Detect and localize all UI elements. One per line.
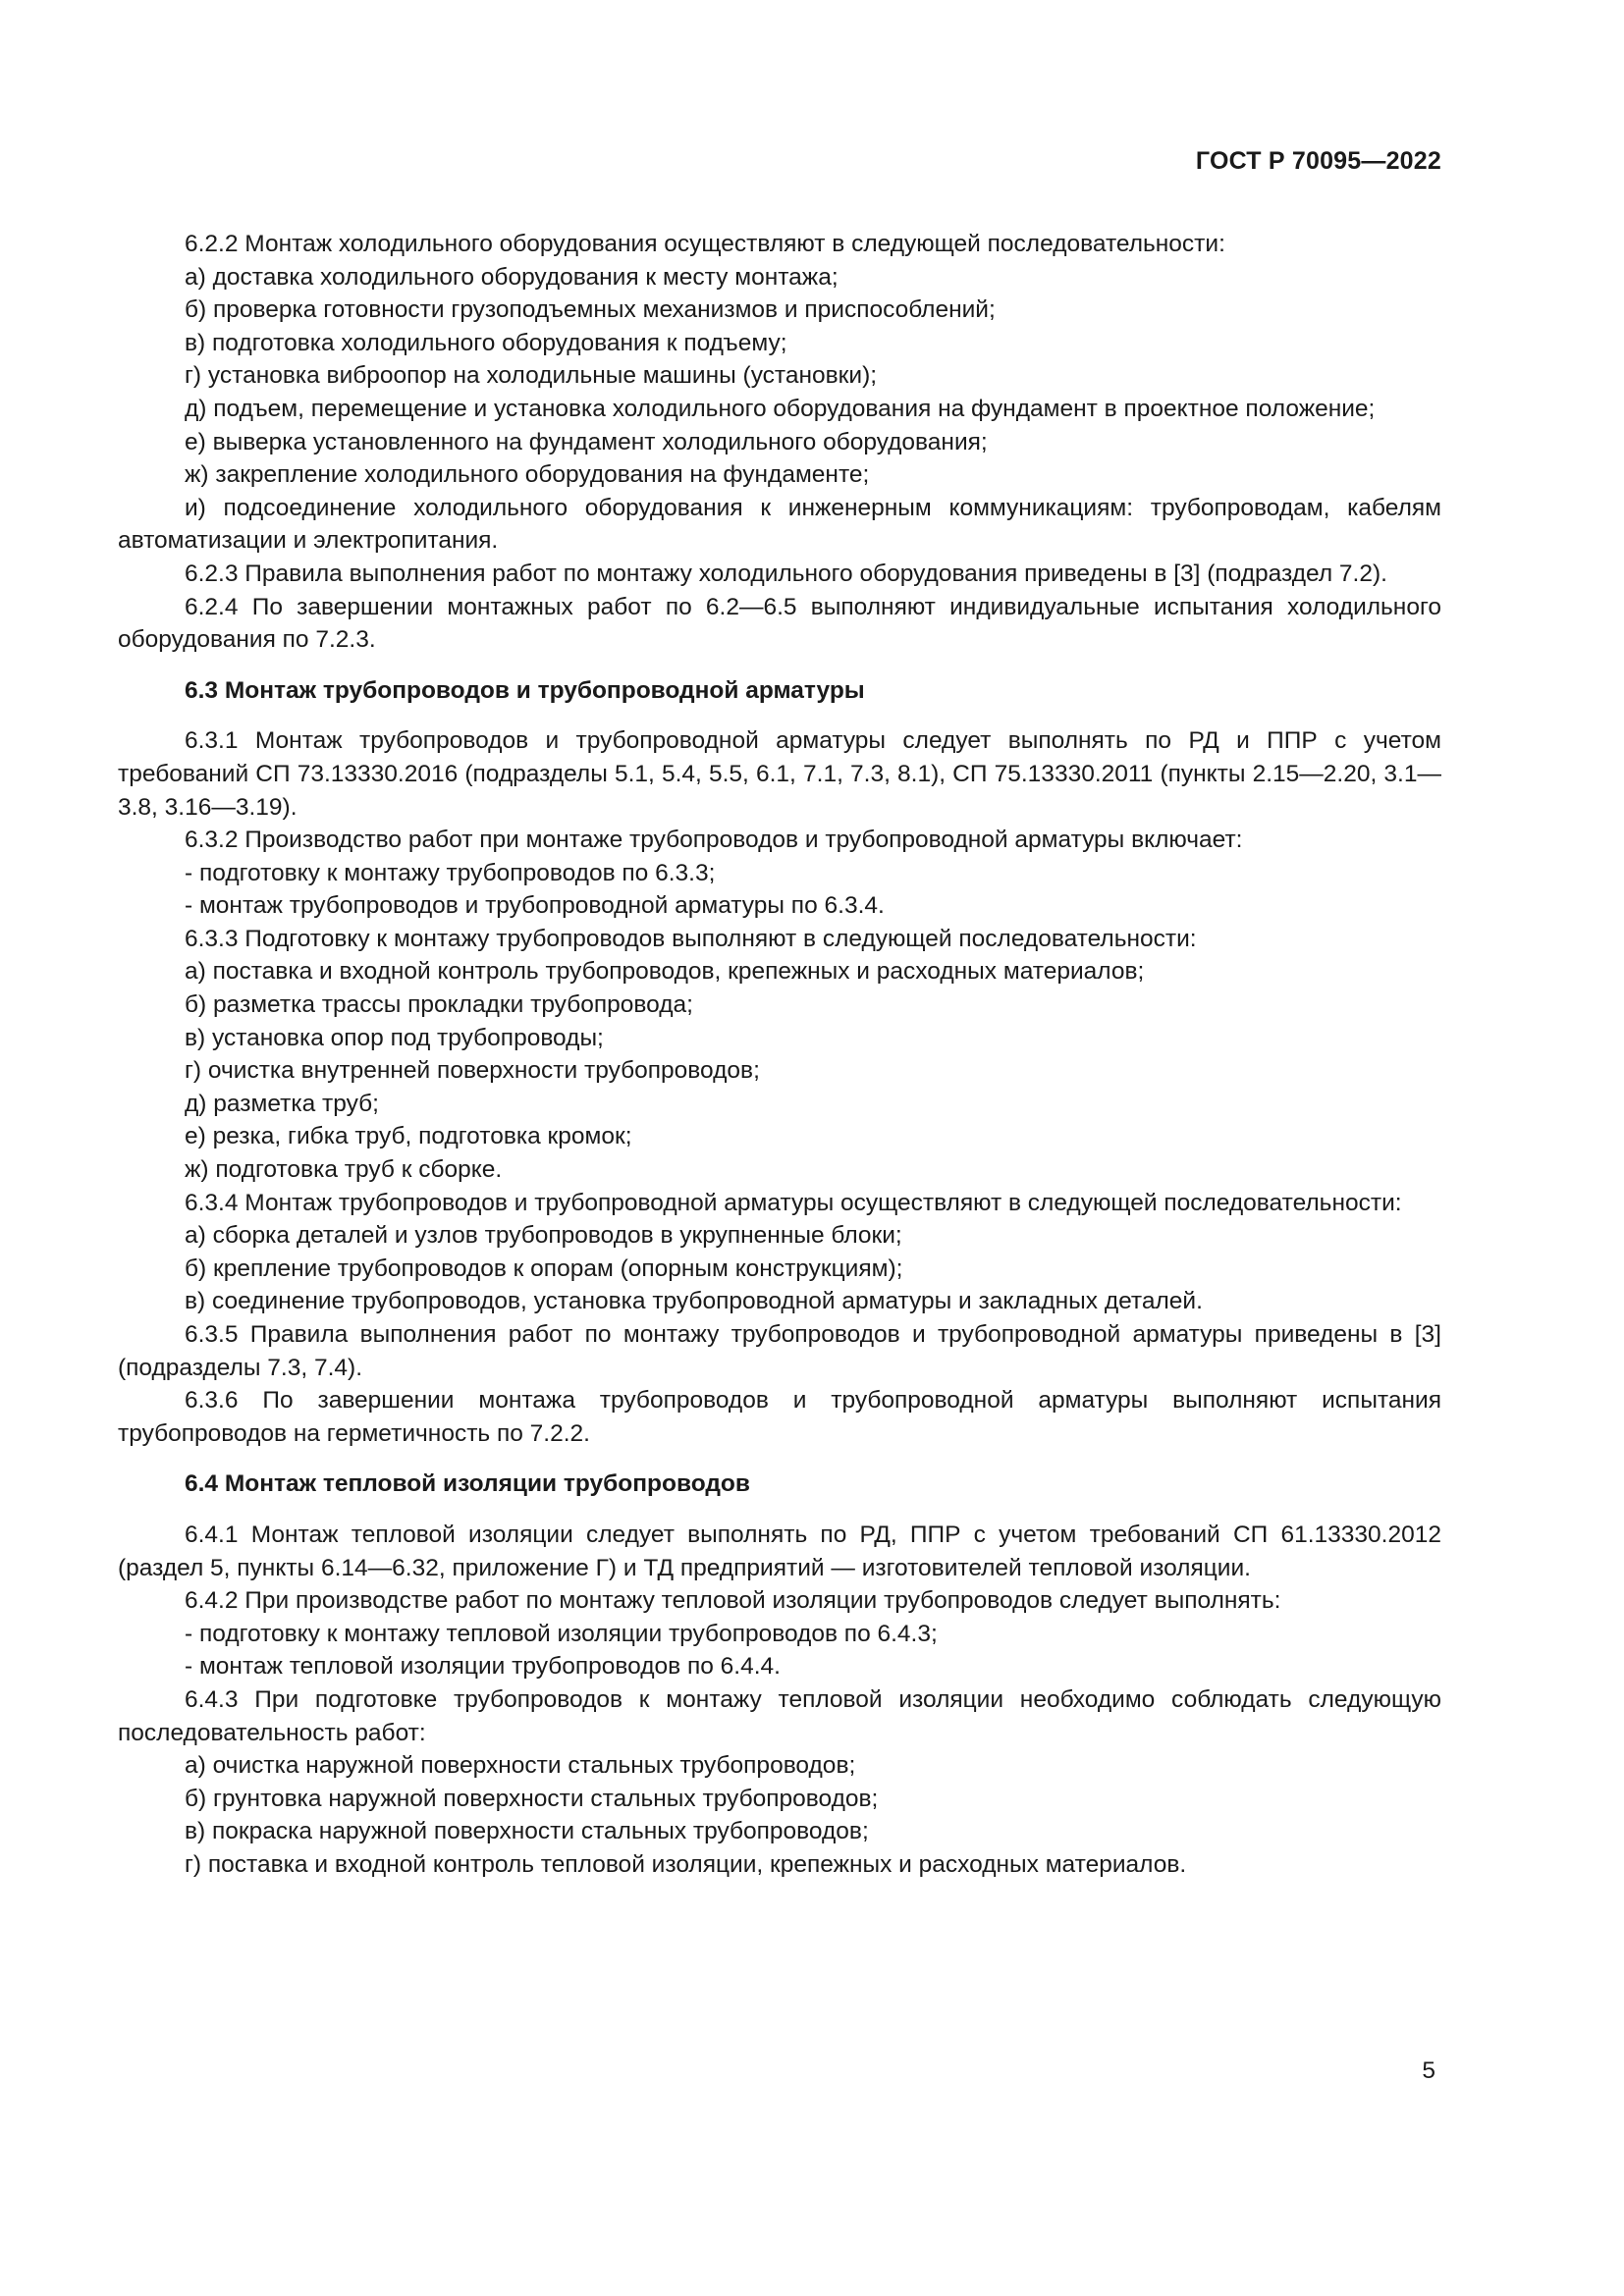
list-item: б) грунтовка наружной поверхности стальных трубопроводов; bbox=[185, 1785, 879, 1812]
list-item: б) крепление трубопроводов к опорам (опорным конструкциям); bbox=[185, 1255, 903, 1282]
list-item: в) установка опор под трубопроводы; bbox=[185, 1024, 604, 1051]
list-item: в) покраска наружной поверхности стальных трубопроводов; bbox=[185, 1818, 869, 1845]
list-item: а) поставка и входной контроль трубопроводов, крепежных и расходных материалов; bbox=[185, 958, 1145, 986]
dash-list-item: - подготовку к монтажу тепловой изоляции трубопроводов по 6.4.3; bbox=[185, 1620, 938, 1647]
list-item: б) разметка трассы прокладки трубопровода; bbox=[185, 991, 693, 1019]
paragraph: и) подсоединение холодильного оборудования к инженерным коммуникациям: трубопроводам, кабелям автоматизации и электропитания. bbox=[118, 494, 1441, 555]
dash-list-item: - подготовку к монтажу трубопроводов по 6.3.3; bbox=[185, 859, 716, 886]
list-item: в) соединение трубопроводов, установка трубопроводной арматуры и закладных деталей. bbox=[185, 1288, 1203, 1315]
list-item: а) доставка холодильного оборудования к месту монтажа; bbox=[185, 263, 839, 291]
paragraph: 6.3.2 Производство работ при монтаже трубопроводов и трубопроводной арматуры включает: bbox=[185, 827, 1243, 854]
list-item: г) установка виброопор на холодильные машины (установки); bbox=[185, 362, 878, 390]
paragraph: 6.2.2 Монтаж холодильного оборудования осуществляют в следующей последовательности: bbox=[185, 231, 1225, 257]
paragraph: д) подъем, перемещение и установка холодильного оборудования на фундамент в проектное положение; bbox=[185, 395, 1376, 422]
list-item: д) разметка труб; bbox=[185, 1090, 379, 1117]
list-item: ж) закрепление холодильного оборудования на фундаменте; bbox=[185, 461, 870, 489]
dash-list-item: - монтаж трубопроводов и трубопроводной арматуры по 6.3.4. bbox=[185, 892, 885, 920]
document-body bbox=[118, 228, 1441, 1882]
paragraph: 6.4.1 Монтаж тепловой изоляции следует выполнять по РД, ППР с учетом требований СП 61.13330.2012 (раздел 5, пункты 6.14—6.32, приложение Г) и ТД предприятий — изготовителей тепловой изоляции. bbox=[118, 1521, 1441, 1581]
paragraph: 6.4.2 При производстве работ по монтажу тепловой изоляции трубопроводов следует выполнять: bbox=[185, 1587, 1281, 1615]
paragraph: 6.3.3 Подготовку к монтажу трубопроводов выполняют в следующей последовательности: bbox=[185, 925, 1197, 952]
list-item: е) выверка установленного на фундамент холодильного оборудования; bbox=[185, 428, 988, 455]
list-item: г) очистка внутренней поверхности трубопроводов; bbox=[185, 1057, 760, 1085]
list-item: а) очистка наружной поверхности стальных трубопроводов; bbox=[185, 1752, 856, 1780]
list-item: е) резка, гибка труб, подготовка кромок; bbox=[185, 1123, 632, 1150]
list-item: б) проверка готовности грузоподъемных механизмов и приспособлений; bbox=[185, 296, 996, 324]
paragraph: 6.4.3 При подготовке трубопроводов к монтажу тепловой изоляции необходимо соблюдать следующую последовательность работ: bbox=[118, 1685, 1441, 1746]
paragraph: 6.3.6 По завершении монтажа трубопроводов и трубопроводной арматуры выполняют испытания трубопроводов на герметичность по 7.2.2. bbox=[118, 1387, 1441, 1447]
dash-list-item: - монтаж тепловой изоляции трубопроводов по 6.4.4. bbox=[185, 1653, 781, 1681]
paragraph: 6.2.4 По завершении монтажных работ по 6.2—6.5 выполняют индивидуальные испытания холодильного оборудования по 7.2.3. bbox=[118, 593, 1441, 654]
list-item: г) поставка и входной контроль тепловой изоляции, крепежных и расходных материалов. bbox=[185, 1850, 1187, 1878]
document-id-header: ГОСТ Р 70095—2022 bbox=[1195, 147, 1441, 175]
paragraph: 6.3.1 Монтаж трубопроводов и трубопроводной арматуры следует выполнять по РД и ППР с учетом требований СП 73.13330.2016 (подразделы 5.1, 5.4, 5.5, 6.1, 7.1, 7.3, 8.1), СП 75.13330.2011 (пункты 2.15—2.20, 3.1—3.8, 3.16—3.19). bbox=[118, 727, 1441, 821]
list-item: в) подготовка холодильного оборудования к подъему; bbox=[185, 329, 787, 356]
page-number: 5 bbox=[1422, 2057, 1435, 2084]
paragraph: 6.3.5 Правила выполнения работ по монтажу трубопроводов и трубопроводной арматуры приведены в [3] (подразделы 7.3, 7.4). bbox=[118, 1321, 1441, 1381]
paragraph: 6.2.3 Правила выполнения работ по монтажу холодильного оборудования приведены в [3] (подраздел 7.2). bbox=[185, 560, 1387, 587]
paragraph: 6.3.4 Монтаж трубопроводов и трубопроводной арматуры осуществляют в следующей последовательности: bbox=[185, 1189, 1402, 1216]
list-item: ж) подготовка труб к сборке. bbox=[185, 1156, 503, 1184]
section-heading: 6.3 Монтаж трубопроводов и трубопроводной арматуры bbox=[185, 676, 865, 704]
section-heading: 6.4 Монтаж тепловой изоляции трубопроводов bbox=[185, 1470, 750, 1498]
list-item: а) сборка деталей и узлов трубопроводов в укрупненные блоки; bbox=[185, 1222, 902, 1250]
